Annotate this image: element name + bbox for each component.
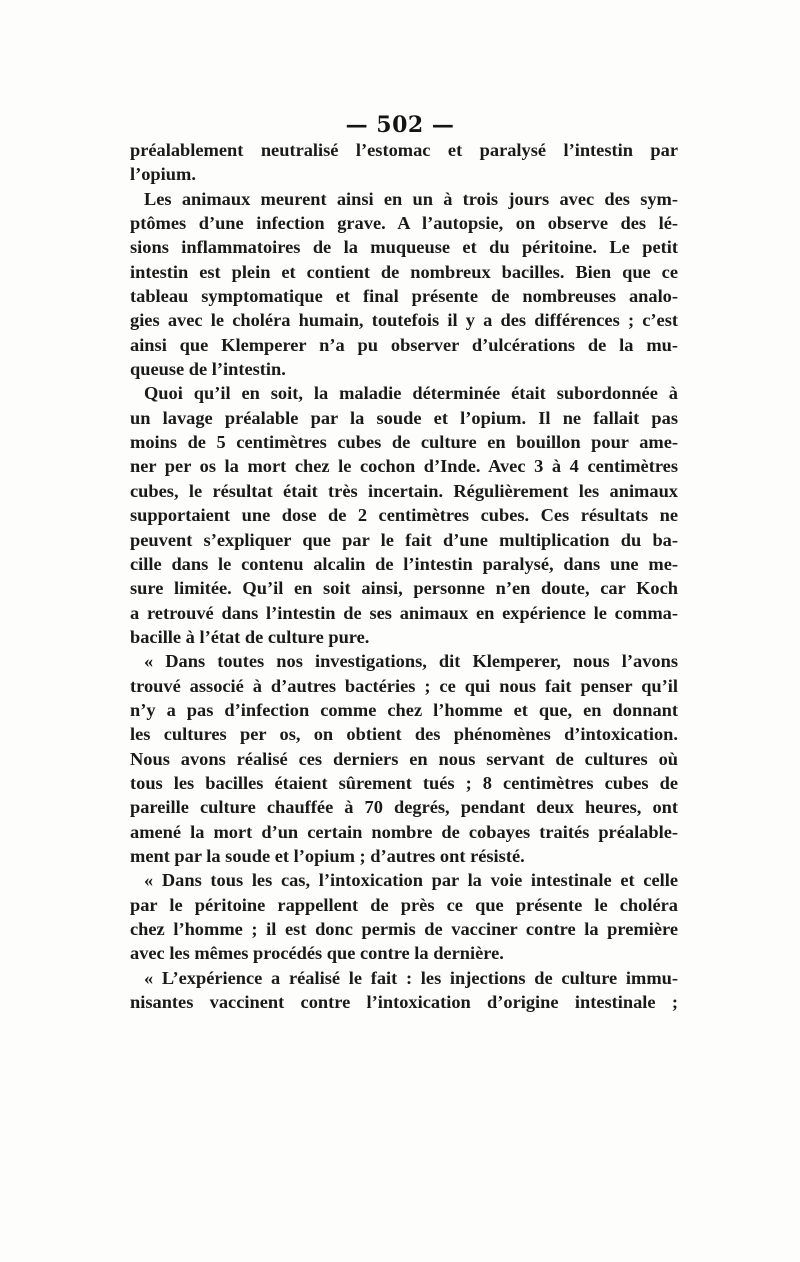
text-line: Les animaux meurent ainsi en un à trois jours avec des sym- [144, 188, 678, 209]
text-line: a retrouvé dans l’intestin de ses animaux en expérience le comma- [130, 602, 678, 623]
text-line: amené la mort d’un certain nombre de cobayes traités préalable- [130, 821, 678, 842]
text-line: les cultures per os, on obtient des phénomènes d’intoxication. [130, 724, 678, 745]
text-line: trouvé associé à d’autres bactéries ; ce qui nous fait penser qu’il [130, 675, 678, 696]
text-line: nisantes vaccinent contre l’intoxication d’origine intestinale ; [130, 992, 678, 1013]
text-line: ainsi que Klemperer n’a pu observer d’ulcérations de la mu- [130, 334, 678, 355]
text-line: par le péritoine rappellent de près ce que présente le choléra [130, 894, 678, 915]
text-line: chez l’homme ; il est donc permis de vacciner contre la première [130, 919, 678, 939]
text-line: queuse de l’intestin. [130, 359, 286, 380]
text-line: moins de 5 centimètres cubes de culture en bouillon pour ame- [130, 432, 678, 453]
text-line: Quoi qu’il en soit, la maladie déterminée était subordonnée à [144, 383, 678, 404]
text-line: ment par la soude et l’opium ; d’autres ont résisté. [130, 845, 525, 866]
text-line: supportaient une dose de 2 centimètres cubes. Ces résultats ne [130, 505, 678, 526]
text-line: tableau symptomatique et final présente de nombreuses analo- [130, 286, 678, 307]
text-line: ptômes d’une infection grave. A l’autopsie, on observe des lé- [130, 213, 678, 234]
text-line: « Dans toutes nos investigations, dit Klemperer, nous l’avons [144, 651, 678, 672]
text-line: préalablement neutralisé l’estomac et paralysé l’intestin par [130, 140, 678, 160]
text-line: avec les mêmes procédés que contre la dernière. [130, 943, 504, 964]
page-number: — 502 — [345, 112, 455, 138]
text-line: cubes, le résultat était très incertain. Régulièrement les animaux [130, 480, 678, 501]
text-line: ner per os la mort chez le cochon d’Inde. Avec 3 à 4 centimètres [130, 456, 678, 477]
text-line: bacille à l’état de culture pure. [130, 626, 370, 647]
text-line: « L’expérience a réalisé le fait : les injections de culture immu- [144, 967, 678, 988]
text-line: n’y a pas d’infection comme chez l’homme et que, en donnant [130, 699, 678, 720]
body-text [130, 138, 678, 1014]
text-line: « Dans tous les cas, l’intoxication par la voie intestinale et celle [144, 870, 678, 891]
text-line: peuvent s’expliquer que par le fait d’une multiplication du ba- [130, 529, 678, 550]
text-line: sions inflammatoires de la muqueuse et du péritoine. Le petit [130, 237, 678, 258]
text-line: pareille culture chauffée à 70 degrés, pendant deux heures, ont [130, 797, 678, 818]
text-line: intestin est plein et contient de nombreux bacilles. Bien que ce [130, 261, 678, 282]
text-line: sure limitée. Qu’il en soit ainsi, personne n’en doute, car Koch [130, 578, 678, 599]
text-line: cille dans le contenu alcalin de l’intestin paralysé, dans une me- [130, 553, 678, 574]
text-line: Nous avons réalisé ces derniers en nous servant de cultures où [130, 748, 678, 769]
text-line: tous les bacilles étaient sûrement tués ; 8 centimètres cubes de [130, 772, 678, 793]
text-line: l’opium. [130, 164, 196, 185]
text-line: gies avec le choléra humain, toutefois il y a des différences ; c’est [130, 310, 678, 331]
text-line: un lavage préalable par la soude et l’opium. Il ne fallait pas [130, 407, 678, 428]
